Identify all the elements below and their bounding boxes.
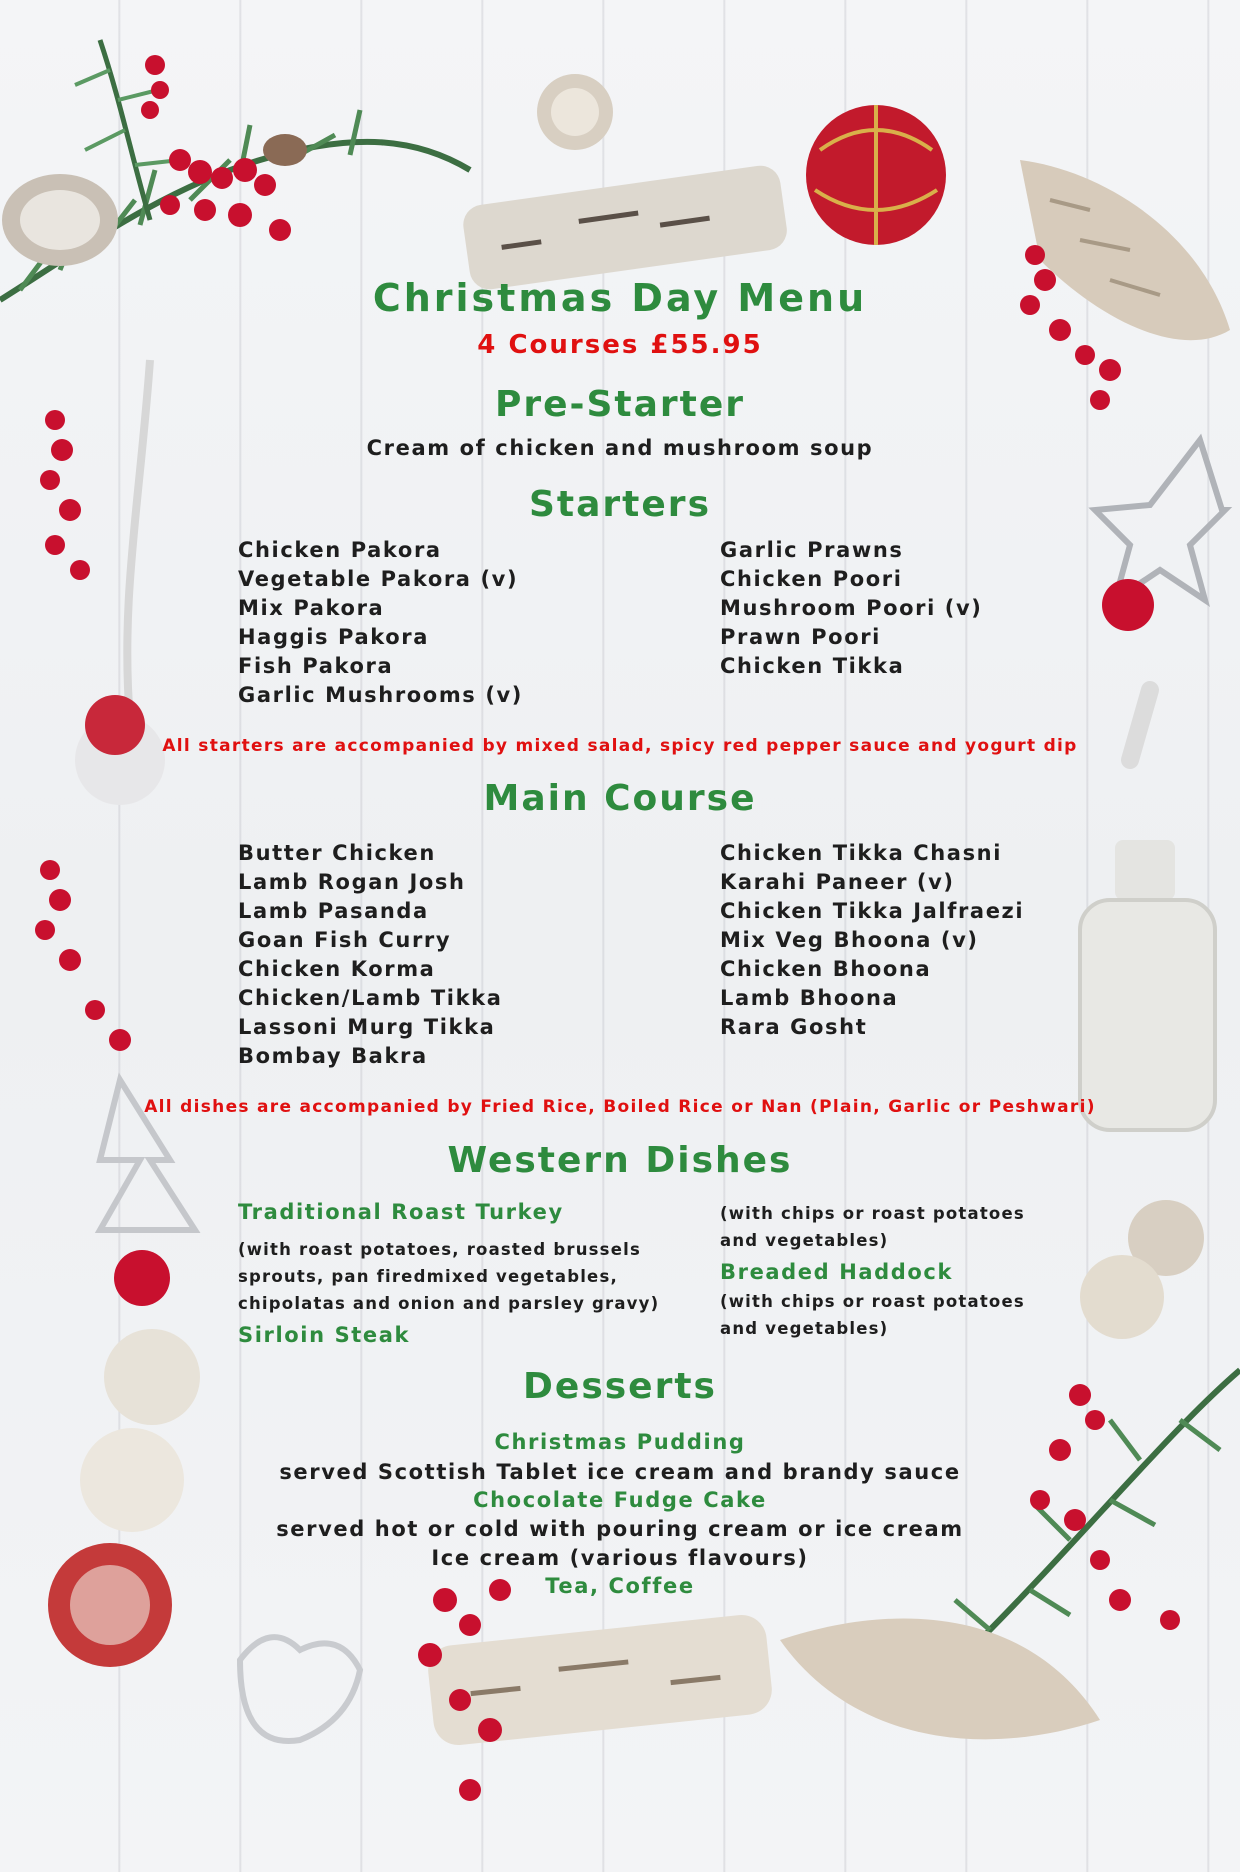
list-item: Garlic Prawns [720, 538, 904, 562]
list-item: Butter Chicken [238, 841, 436, 865]
western-right-column [720, 1200, 1060, 1342]
list-item: Chicken/Lamb Tikka [238, 986, 503, 1010]
starters-heading: Starters [529, 484, 711, 525]
western-heading: Western Dishes [447, 1140, 793, 1181]
list-item: Bombay Bakra [238, 1044, 428, 1068]
list-item: Fish Pakora [238, 654, 394, 678]
turkey-desc: (with roast potatoes, roasted brussels sprouts, pan firedmixed vegetables, chipolatas and onion and parsley gravy) [238, 1240, 660, 1313]
main-left-column [238, 839, 502, 1071]
list-item: Chicken Pakora [238, 538, 442, 562]
list-item: Rara Gosht [720, 1015, 868, 1039]
main-course-note: All dishes are accompanied by Fried Rice, Boiled Rice or Nan (Plain, Garlic or Peshwari) [144, 1097, 1096, 1117]
western-left-column [238, 1200, 708, 1347]
list-item: Prawn Poori [720, 625, 881, 649]
list-item: Chicken Tikka Jalfraezi [720, 899, 1025, 923]
list-item: Mix Veg Bhoona (v) [720, 928, 979, 952]
list-item: Mix Pakora [238, 596, 385, 620]
main-course-heading: Main Course [483, 778, 757, 819]
list-item: Goan Fish Curry [238, 928, 452, 952]
list-item: Garlic Mushrooms (v) [238, 683, 524, 707]
steak-name: Sirloin Steak [238, 1323, 411, 1347]
starters-right-column [720, 536, 983, 681]
turkey-name: Traditional Roast Turkey [238, 1200, 564, 1224]
steak-desc: (with chips or roast potatoes and vegetables) [720, 1204, 1025, 1250]
birch-log-icon [461, 163, 790, 292]
list-item: Lamb Bhoona [720, 986, 899, 1010]
list-item: Lamb Pasanda [238, 899, 429, 923]
list-item: Mushroom Poori (v) [720, 596, 983, 620]
list-item: Lamb Rogan Josh [238, 870, 466, 894]
menu-price: 4 Courses £55.95 [477, 330, 763, 360]
pudding-desc: served Scottish Tablet ice cream and brandy sauce [279, 1460, 961, 1484]
cake-name: Chocolate Fudge Cake [473, 1488, 767, 1512]
pudding-name: Christmas Pudding [494, 1430, 746, 1454]
list-item: Chicken Korma [238, 957, 436, 981]
ice-cream-item: Ice cream (various flavours) [431, 1546, 809, 1570]
drinks-item: Tea, Coffee [545, 1574, 695, 1598]
glass-jar-icon [1080, 840, 1215, 1130]
list-item: Chicken Poori [720, 567, 903, 591]
pine-cone-icon [2, 134, 307, 266]
list-item: Chicken Tikka [720, 654, 905, 678]
list-item: Haggis Pakora [238, 625, 429, 649]
pre-starter-item: Cream of chicken and mushroom soup [366, 436, 874, 460]
list-item: Vegetable Pakora (v) [238, 567, 519, 591]
main-right-column [720, 839, 1024, 1042]
cake-desc: served hot or cold with pouring cream or ice cream [276, 1517, 964, 1541]
desserts-heading: Desserts [523, 1366, 717, 1407]
pre-starter-heading: Pre-Starter [494, 384, 746, 425]
list-item: Chicken Tikka Chasni [720, 841, 1003, 865]
starters-note: All starters are accompanied by mixed salad, spicy red pepper sauce and yogurt dip [162, 736, 1078, 756]
birch-log-icon [426, 1613, 775, 1748]
list-item: Lassoni Murg Tikka [238, 1015, 496, 1039]
list-item: Chicken Bhoona [720, 957, 932, 981]
menu-title: Christmas Day Menu [372, 276, 868, 320]
list-item: Karahi Paneer (v) [720, 870, 955, 894]
haddock-name: Breaded Haddock [720, 1260, 954, 1284]
starters-left-column [238, 536, 523, 710]
haddock-desc: (with chips or roast potatoes and vegetables) [720, 1292, 1025, 1338]
